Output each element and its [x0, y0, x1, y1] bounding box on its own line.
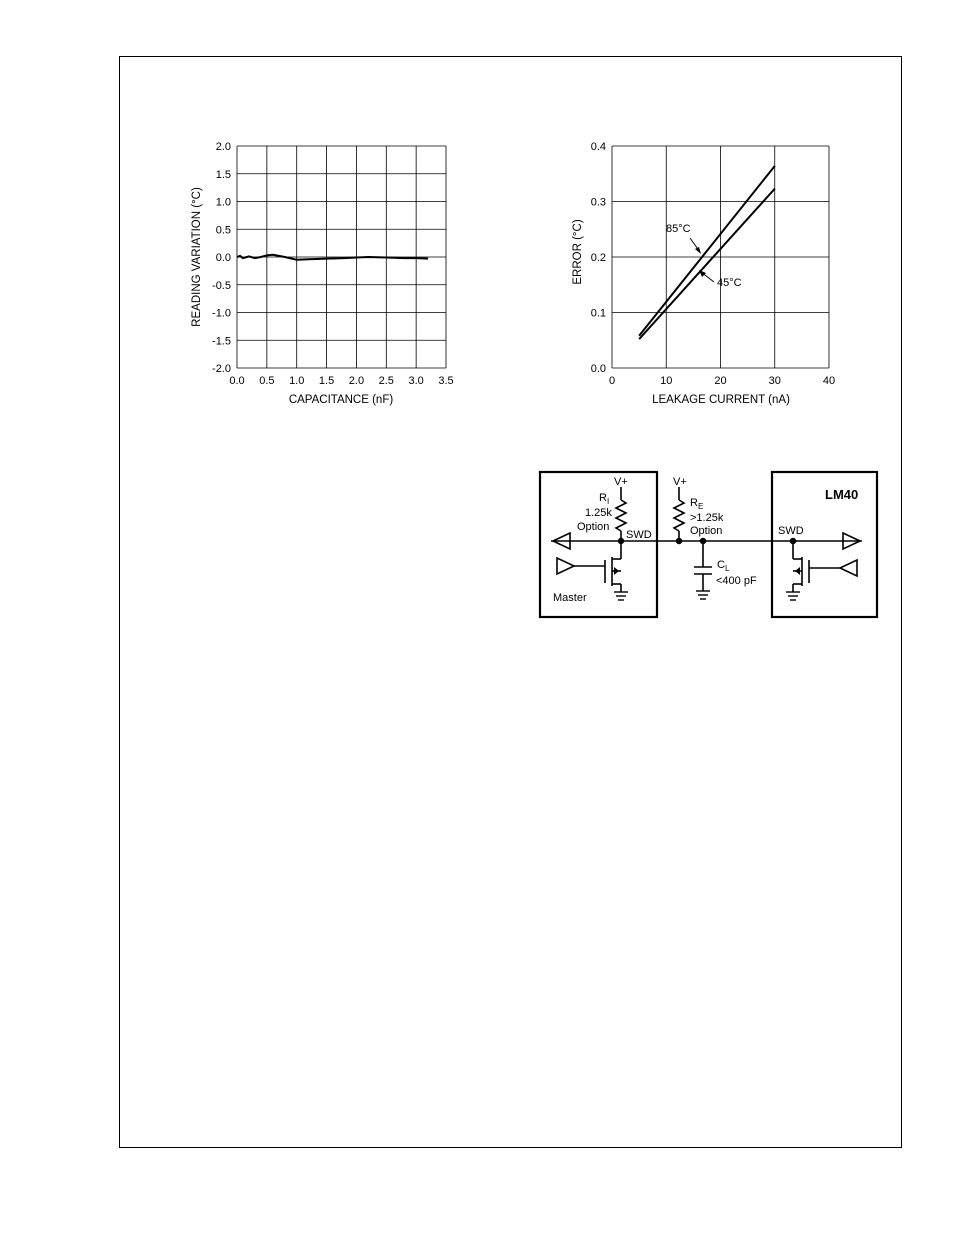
re-label: $R_E$: [690, 497, 704, 511]
vplus-master: V+: [614, 476, 628, 488]
lm40-input-buffer: [840, 560, 857, 576]
x-tick-label: 0.5: [259, 375, 275, 387]
x-axis-label: CAPACITANCE (nF): [288, 394, 394, 406]
junction-re: [676, 538, 682, 544]
x-tick-label: 2.0: [348, 375, 365, 387]
master-label: Master: [553, 592, 587, 604]
x-tick-label: 40: [822, 375, 836, 387]
master-ground-icon: [614, 592, 628, 600]
master-output-buffer: [557, 558, 574, 574]
x-tick-label: 0.0: [229, 375, 245, 387]
ri-option: Option: [577, 521, 610, 533]
x-tick-label: 3.0: [408, 375, 424, 387]
re-value: >1.25k: [690, 512, 724, 524]
ri-value: 1.25k: [585, 507, 612, 519]
ri-resistor: [616, 500, 626, 531]
lm40-fet-arrow: [795, 567, 800, 575]
y-axis-label: ERROR (°C): [572, 219, 584, 285]
device-label: LM40: [825, 487, 859, 502]
series-label-85c: 85°C: [666, 223, 691, 235]
x-tick-label: 20: [714, 375, 727, 387]
cl-ground-icon: [696, 591, 710, 599]
lm40-ground-icon: [786, 592, 800, 600]
y-tick-label: 0.5: [215, 224, 231, 237]
y-tick-label: 0.3: [590, 196, 606, 209]
ri-label: $R_I$: [599, 492, 610, 506]
junction-cl: [700, 538, 706, 544]
x-tick-label: 30: [768, 375, 781, 387]
series-label-45c: 45°C: [717, 277, 742, 289]
junction-master-swd: [618, 538, 624, 544]
x-tick-label: 0: [608, 375, 616, 387]
cl-label: $C_L$: [717, 559, 730, 573]
y-tick-label: 0.0: [590, 363, 606, 375]
y-tick-label: 0.1: [590, 307, 606, 320]
y-tick-label: -2.0: [212, 363, 231, 375]
y-tick-label: 1.0: [215, 196, 231, 209]
x-tick-label: 3.5: [438, 375, 454, 387]
swd-device-label: SWD: [778, 525, 804, 537]
x-tick-label: 2.5: [378, 375, 394, 387]
master-fet-arrow: [614, 567, 619, 575]
cl-value: <400 pF: [716, 575, 757, 587]
y-tick-label: 0.2: [590, 252, 606, 264]
x-tick-label: 10: [660, 375, 673, 387]
y-axis-label: READING VARIATION (°C): [191, 187, 203, 327]
x-tick-label: 1.0: [289, 375, 305, 387]
y-tick-label: 0.4: [590, 141, 606, 153]
vplus-external: V+: [673, 476, 687, 488]
y-tick-label: 2.0: [215, 141, 231, 153]
swd-master-label: SWD: [626, 529, 652, 541]
re-option: Option: [690, 525, 723, 537]
junction-lm40-swd: [790, 538, 796, 544]
y-tick-label: 0.0: [215, 252, 231, 264]
x-tick-label: 1.5: [318, 375, 335, 387]
y-tick-label: -1.5: [212, 335, 231, 348]
y-tick-label: 1.5: [215, 168, 231, 181]
x-axis-label: LEAKAGE CURRENT (nA): [652, 394, 790, 406]
y-tick-label: -0.5: [212, 279, 231, 292]
y-tick-label: -1.0: [212, 307, 231, 320]
re-resistor: [674, 500, 684, 531]
